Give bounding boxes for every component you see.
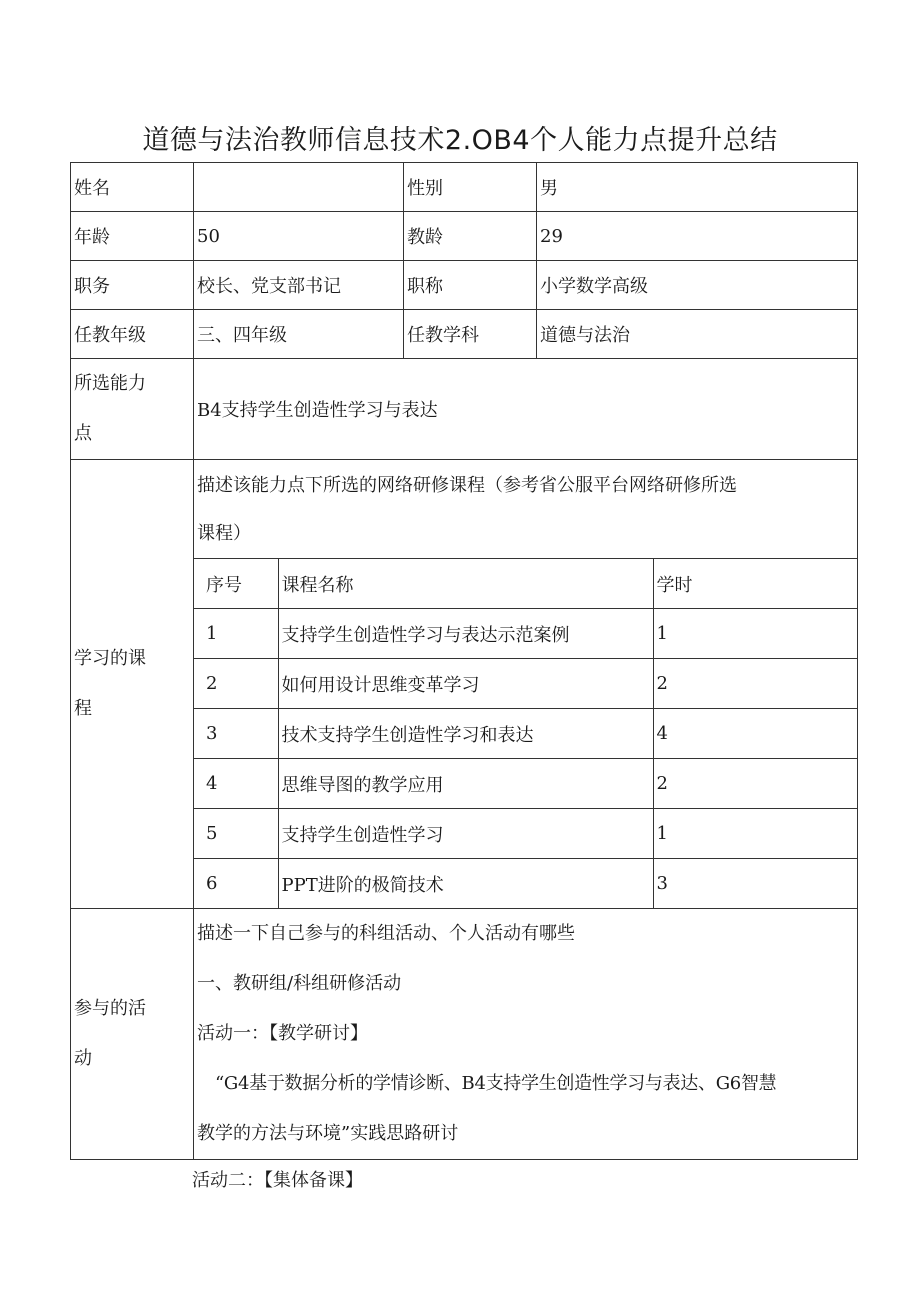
age-label: 年龄 xyxy=(71,212,194,261)
position-label: 职务 xyxy=(71,261,194,310)
course-name: 技术支持学生创造性学习和表达 xyxy=(278,709,653,759)
table-row xyxy=(194,609,858,659)
course-index: 5 xyxy=(194,809,278,859)
row-grade-subject xyxy=(71,310,858,359)
activities-section-1: 一、教研组/科组研修活动 xyxy=(197,973,402,994)
courses-description-line1: 描述该能力点下所选的网络研修课程（参考省公服平台网络研修所选 xyxy=(197,475,737,496)
professional-title-label: 职称 xyxy=(404,261,537,310)
table-row xyxy=(194,709,858,759)
subject-value: 道德与法治 xyxy=(537,310,858,359)
course-index: 1 xyxy=(194,609,278,659)
table-row xyxy=(194,859,858,909)
course-hours: 1 xyxy=(653,809,858,859)
row-ability xyxy=(71,359,858,460)
activity-1-line1: “G4基于数据分析的学情诊断、B4支持学生创造性学习与表达、G6智慧 xyxy=(215,1073,777,1094)
course-hours: 4 xyxy=(653,709,858,759)
position-value: 校长、党支部书记 xyxy=(194,261,404,310)
grade-value: 三、四年级 xyxy=(194,310,404,359)
subject-label: 任教学科 xyxy=(404,310,537,359)
page-title: 道德与法治教师信息技术2.OB4个人能力点提升总结 xyxy=(142,125,778,156)
course-index: 6 xyxy=(194,859,278,909)
gender-value: 男 xyxy=(537,163,858,212)
table-row xyxy=(194,809,858,859)
row-courses xyxy=(71,460,858,909)
course-name: PPT进阶的极简技术 xyxy=(278,859,653,909)
course-name: 思维导图的教学应用 xyxy=(278,759,653,809)
ability-label-line2: 点 xyxy=(74,423,92,444)
courses-description xyxy=(194,460,857,558)
activities-label-line1: 参与的活 xyxy=(74,998,146,1019)
name-label: 姓名 xyxy=(71,163,194,212)
ability-label-line1: 所选能力 xyxy=(74,373,146,394)
course-name: 支持学生创造性学习 xyxy=(278,809,653,859)
header-course-name: 课程名称 xyxy=(278,559,653,609)
table-row xyxy=(194,659,858,709)
course-hours: 2 xyxy=(653,759,858,809)
course-index: 3 xyxy=(194,709,278,759)
name-value xyxy=(194,163,404,212)
activities-intro: 描述一下自己参与的科组活动、个人活动有哪些 xyxy=(197,923,575,944)
activities-cell xyxy=(194,909,858,1160)
table-row xyxy=(194,759,858,809)
row-age xyxy=(71,212,858,261)
ability-label xyxy=(71,359,194,460)
header-hours: 学时 xyxy=(653,559,858,609)
courses-label-line1: 学习的课 xyxy=(74,648,146,669)
activities-label-line2: 动 xyxy=(74,1048,92,1069)
courses-label xyxy=(71,460,194,909)
header-index: 序号 xyxy=(194,559,278,609)
course-hours: 3 xyxy=(653,859,858,909)
teaching-years-label: 教龄 xyxy=(404,212,537,261)
course-table-header xyxy=(194,559,858,609)
course-index: 4 xyxy=(194,759,278,809)
teaching-years-value: 29 xyxy=(537,212,858,261)
activity-2-title: 活动二：【集体备课】 xyxy=(192,1170,363,1191)
ability-value: B4支持学生创造性学习与表达 xyxy=(194,359,858,460)
age-value: 50 xyxy=(194,212,404,261)
course-index: 2 xyxy=(194,659,278,709)
activities-label xyxy=(71,909,194,1160)
row-activities xyxy=(71,909,858,1160)
row-name-gender xyxy=(71,163,858,212)
professional-title-value: 小学数学高级 xyxy=(537,261,858,310)
course-hours: 1 xyxy=(653,609,858,659)
activity-1-title: 活动一：【教学研讨】 xyxy=(197,1023,368,1044)
course-name: 支持学生创造性学习与表达示范案例 xyxy=(278,609,653,659)
course-name: 如何用设计思维变革学习 xyxy=(278,659,653,709)
activity-1-line2: 教学的方法与环境”实践思路研讨 xyxy=(197,1123,459,1144)
course-hours: 2 xyxy=(653,659,858,709)
summary-table xyxy=(70,162,858,1160)
course-table xyxy=(194,558,858,908)
courses-label-line2: 程 xyxy=(74,698,92,719)
courses-description-line2: 课程） xyxy=(197,523,251,544)
courses-cell xyxy=(194,460,858,909)
grade-label: 任教年级 xyxy=(71,310,194,359)
gender-label: 性别 xyxy=(404,163,537,212)
row-position xyxy=(71,261,858,310)
